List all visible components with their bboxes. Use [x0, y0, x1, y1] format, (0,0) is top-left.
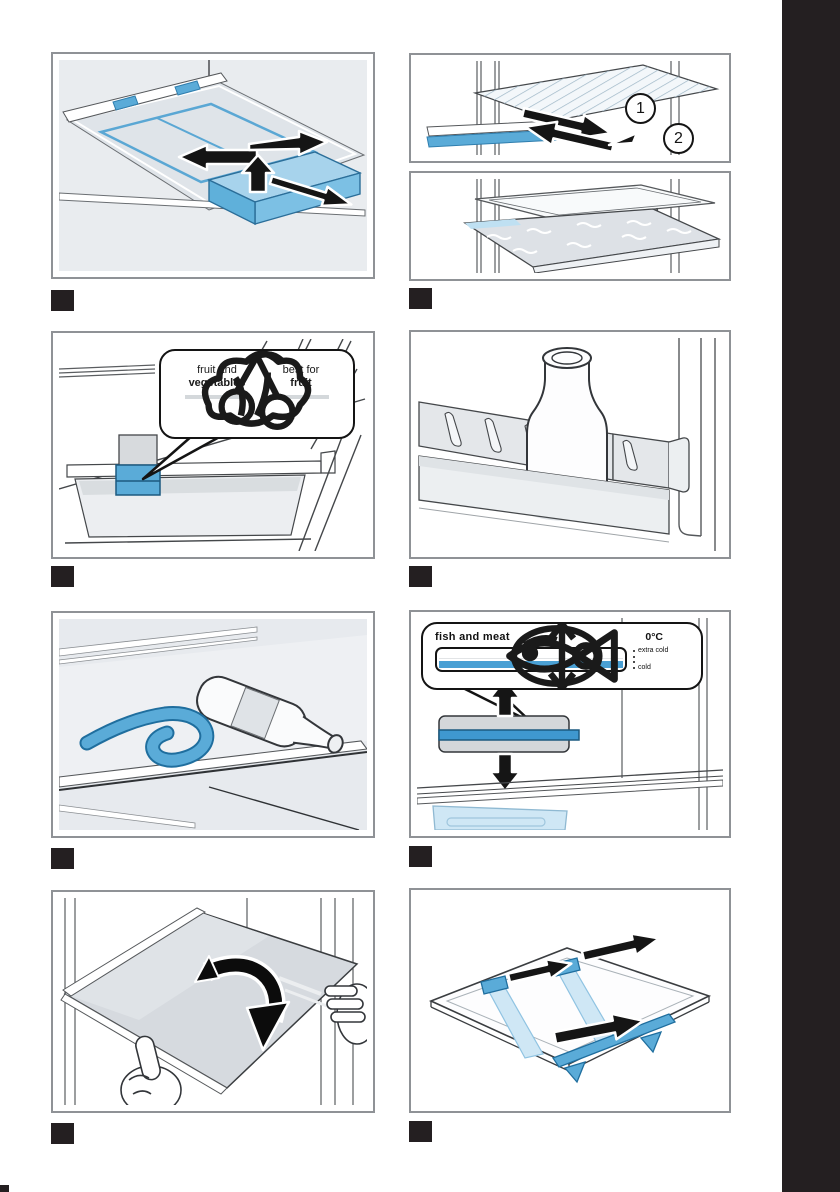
- figure-panel-4: [409, 330, 731, 559]
- setting-label-bold: vegetables: [188, 376, 246, 389]
- figure-panel-1: [51, 52, 375, 279]
- level-cold-label: cold: [638, 664, 651, 671]
- chiller-setting-callout: [421, 622, 703, 690]
- crisper-setting-callout: [159, 349, 355, 439]
- temperature-symbol-icon: [423, 624, 701, 688]
- step-number-2: [663, 123, 694, 154]
- cherries-icon: [161, 351, 353, 437]
- milk-bottle-door-bin-illustration: [417, 338, 723, 551]
- figure-number-block: [51, 848, 74, 869]
- figure-number-block: [409, 846, 432, 867]
- chiller-title: fish and meat: [435, 631, 510, 643]
- chiller-drawer-front: [433, 806, 567, 830]
- shelf-with-drawer-illustration: [59, 60, 367, 271]
- step-number-1-label: 1: [636, 99, 645, 117]
- extendable-tray-illustration: [417, 896, 723, 1105]
- arrow-fragment-icon: [609, 133, 637, 145]
- figure-number-block: [51, 1123, 74, 1144]
- chiller-temperature: [645, 631, 663, 643]
- glass-shelf: [61, 908, 357, 1094]
- figure-number-block: [409, 566, 432, 587]
- level-extra-cold-label: extra cold: [638, 647, 669, 654]
- temperature-value: 0°C: [645, 631, 663, 643]
- figure-panel-8: [409, 888, 731, 1113]
- figure-panel-2a: [409, 53, 731, 163]
- step-number-2-label: 2: [674, 129, 683, 147]
- bottle-holder-illustration: [59, 619, 367, 830]
- figure-number-block: [51, 566, 74, 587]
- flip-shelf-illustration: [59, 898, 367, 1105]
- figure-number-block: [409, 288, 432, 309]
- figure-panel-5: [51, 611, 375, 838]
- setting-fruit-column: [273, 364, 329, 425]
- figure-number-block: [51, 290, 74, 311]
- setting-label-bold: fruit: [290, 376, 312, 389]
- print-registration-mark: [0, 1185, 9, 1192]
- down-arrow-icon: [490, 754, 520, 791]
- figure-panel-7: [51, 890, 375, 1113]
- step-number-1: [625, 93, 656, 124]
- chiller-slider-knob: [439, 716, 579, 752]
- page-edge-bar: [782, 0, 840, 1192]
- figure-panel-6: [409, 610, 731, 838]
- setting-label: best for: [282, 363, 320, 376]
- lowered-shelf-illustration: [417, 179, 723, 273]
- figure-panel-3: [51, 331, 375, 559]
- figure-panel-2b: [409, 171, 731, 281]
- humidity-slider-knob: [116, 435, 160, 495]
- figure-number-block: [409, 1121, 432, 1142]
- setting-label: fruit and: [197, 363, 237, 376]
- right-hand: [325, 984, 367, 1044]
